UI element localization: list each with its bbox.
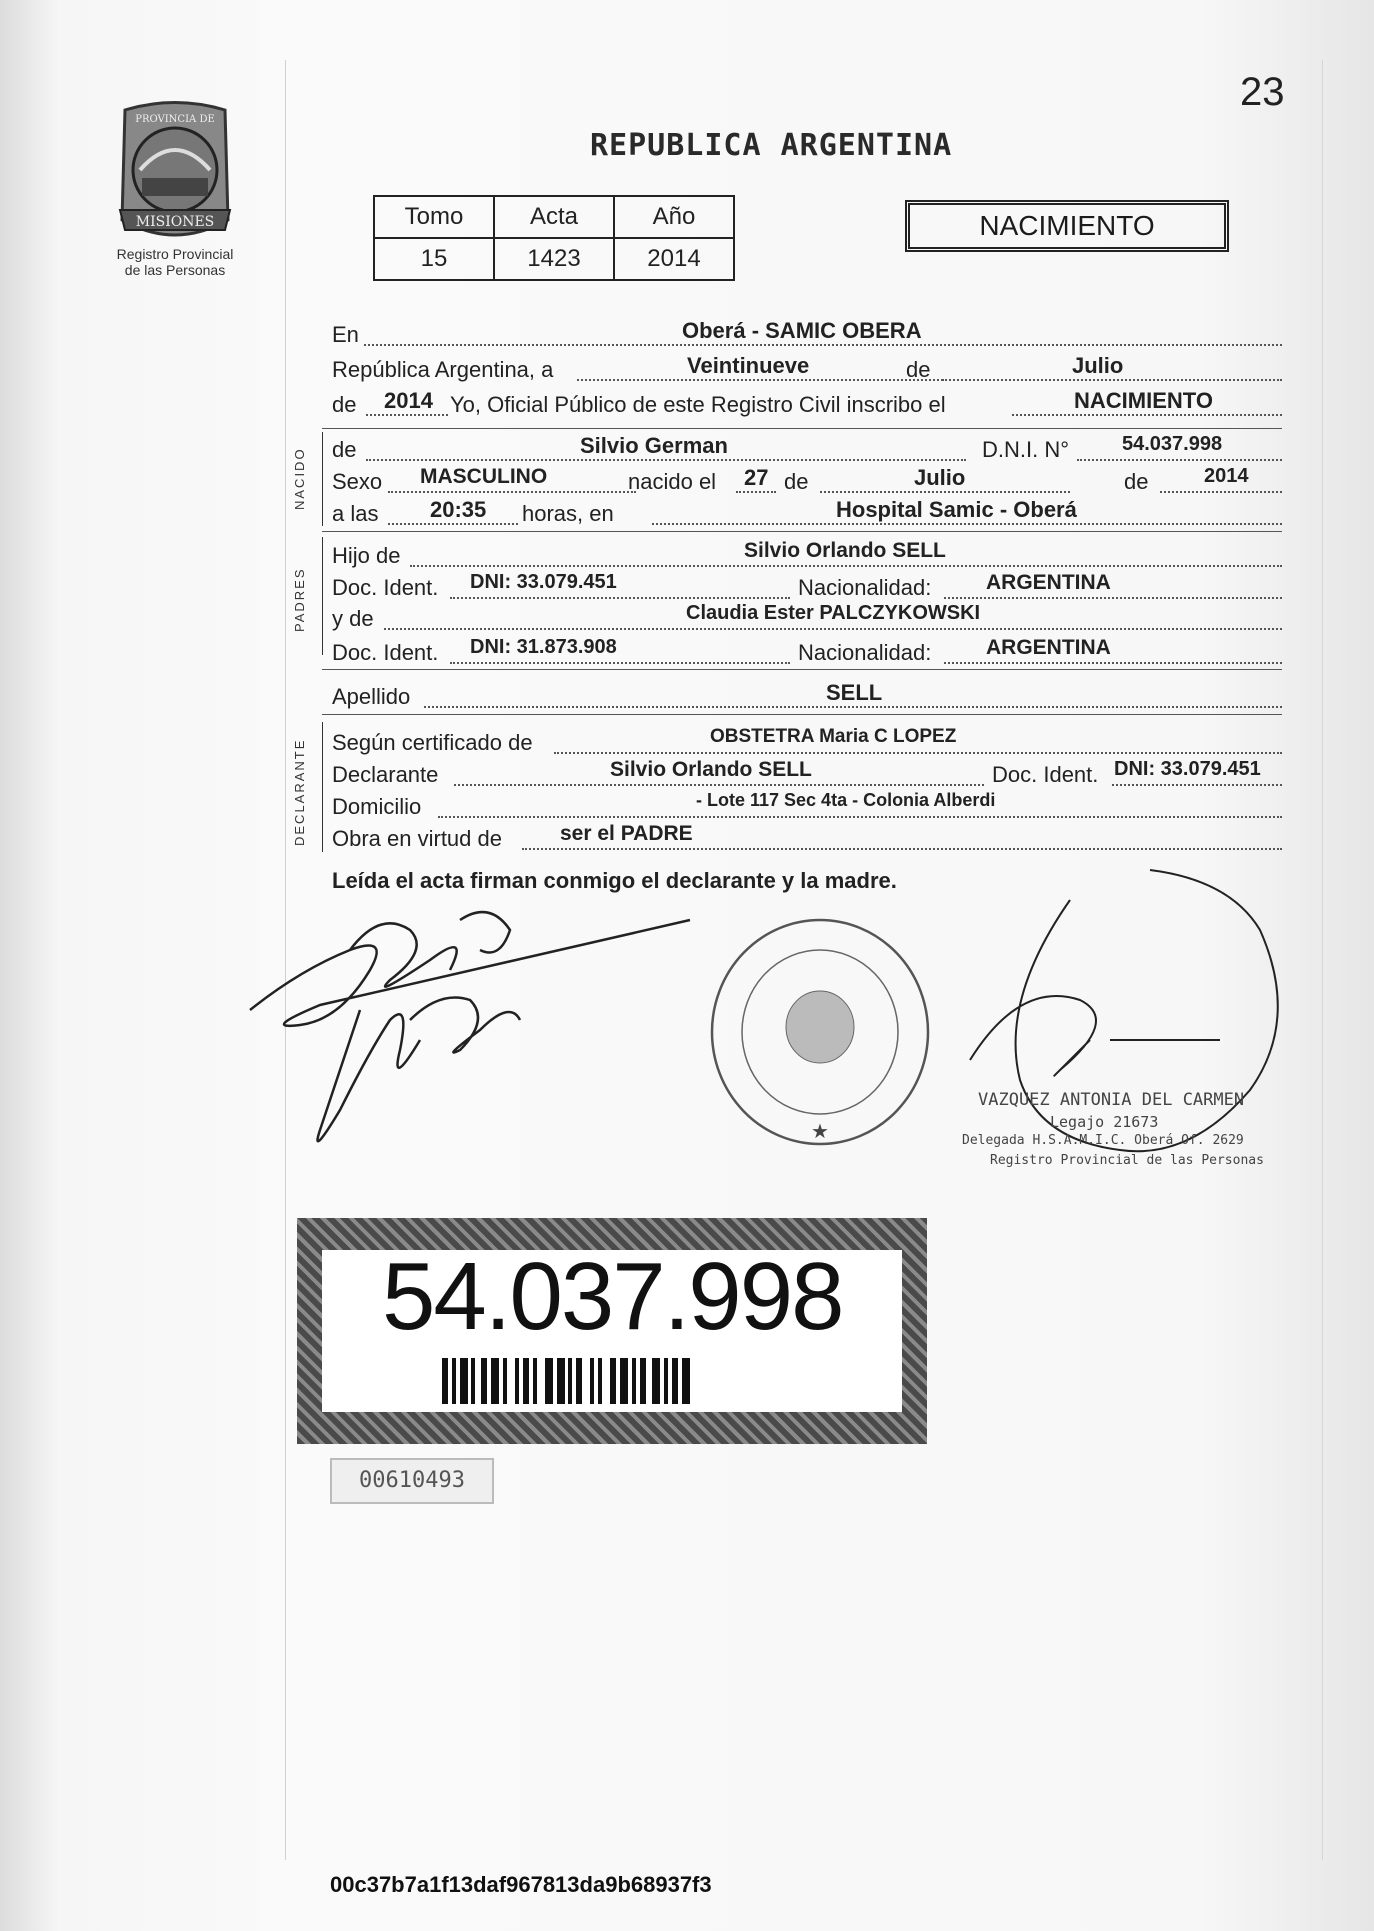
- row-hijo: [332, 539, 1282, 573]
- declarante-bar: [322, 722, 323, 852]
- de2-label: de: [332, 392, 357, 417]
- divider: [322, 714, 1282, 715]
- obra-label: Obra en virtud de: [332, 826, 502, 851]
- right-margin-line: [1322, 60, 1323, 1860]
- republica-label: República Argentina, a: [332, 357, 554, 382]
- birth-year: 2014: [1204, 465, 1249, 487]
- yo-label: Yo, Oficial Público de este Registro Civil inscribo el: [450, 392, 946, 417]
- doc1-value: DNI: 33.079.451: [470, 571, 617, 593]
- sticker-label: [322, 1243, 902, 1412]
- security-sticker: [297, 1218, 927, 1444]
- birth-month: Julio: [914, 465, 966, 490]
- divider: [322, 669, 1282, 670]
- nacido-side-label: NACIDO: [292, 447, 307, 510]
- official-role: Delegada H.S.A.M.I.C. Oberá Of. 2629: [962, 1133, 1244, 1148]
- father-value: Silvio Orlando SELL: [744, 539, 946, 562]
- nac1-label: Nacionalidad:: [798, 575, 932, 600]
- svg-text:PROVINCIA DE: PROVINCIA DE: [135, 114, 215, 125]
- yde-label: y de: [332, 606, 374, 631]
- official-name: VAZQUEZ ANTONIA DEL CARMEN: [978, 1090, 1245, 1110]
- nac2-value: ARGENTINA: [986, 636, 1111, 659]
- svg-text:★: ★: [811, 1121, 829, 1143]
- record-type-box: NACIMIENTO: [905, 200, 1229, 252]
- month-value: Julio: [1072, 353, 1124, 378]
- row-doc2: [332, 636, 1282, 670]
- official-signature: [960, 860, 1320, 1180]
- segun-value: OBSTETRA Maria C LOPEZ: [710, 726, 957, 747]
- tomo-header: Tomo: [374, 196, 494, 238]
- row-doc1: [332, 571, 1282, 605]
- alas-label: a las: [332, 501, 379, 526]
- nac1-value: ARGENTINA: [986, 571, 1111, 594]
- row-nombre: [332, 433, 1282, 467]
- doc2-label: Doc. Ident.: [332, 640, 439, 665]
- misiones-seal-logo: [110, 100, 240, 250]
- signatures-declarante-madre: [240, 890, 760, 1170]
- segun-label: Según certificado de: [332, 730, 533, 755]
- row-apellido: [332, 680, 1282, 714]
- en-label: En: [332, 322, 359, 347]
- row-madre: [332, 602, 1282, 636]
- record-reference-table: [373, 195, 735, 281]
- padres-side-label: PADRES: [292, 567, 307, 632]
- acta-value: 1423: [494, 238, 614, 280]
- row-sexo: [332, 465, 1282, 499]
- declarante-label: Declarante: [332, 762, 439, 787]
- apellido-value: SELL: [826, 680, 883, 705]
- sexo-label: Sexo: [332, 469, 383, 494]
- dni-value: 54.037.998: [1122, 433, 1223, 455]
- obra-value: ser el PADRE: [560, 822, 693, 845]
- serial-number: 00610493: [330, 1458, 494, 1504]
- document-title: REPUBLICA ARGENTINA: [590, 128, 953, 163]
- tomo-value: 15: [374, 238, 494, 280]
- row-segun: [332, 726, 1282, 760]
- sticker-number: 54.037.998: [382, 1243, 843, 1350]
- official-legajo: Legajo 21673: [1050, 1113, 1159, 1131]
- divider: [322, 428, 1282, 429]
- de4-label: de: [784, 469, 809, 494]
- barcode: [442, 1358, 792, 1404]
- official-registry: Registro Provincial de las Personas: [990, 1153, 1264, 1168]
- de3-label: de: [332, 437, 357, 462]
- apellido-label: Apellido: [332, 684, 411, 709]
- nacido-label: nacido el: [628, 469, 717, 494]
- day-value: Veintinueve: [687, 353, 810, 378]
- declarante-side-label: DECLARANTE: [292, 738, 307, 846]
- declarante-value: Silvio Orlando SELL: [610, 758, 812, 781]
- padres-bar: [322, 537, 323, 655]
- row-inscribe: [332, 388, 1282, 422]
- doc2-value: DNI: 31.873.908: [470, 636, 617, 658]
- nacido-bar: [322, 432, 323, 526]
- page-number: 23: [1240, 70, 1285, 114]
- name-value: Silvio German: [580, 433, 728, 458]
- doc1-label: Doc. Ident.: [332, 575, 439, 600]
- domicilio-value: - Lote 117 Sec 4ta - Colonia Alberdi: [696, 790, 996, 810]
- row-hora: [332, 497, 1282, 531]
- anio-value: 2014: [614, 238, 734, 280]
- registry-stamp: [705, 912, 935, 1152]
- de5-label: de: [1124, 469, 1149, 494]
- acta-header: Acta: [494, 196, 614, 238]
- time-value: 20:35: [430, 497, 487, 522]
- nac2-label: Nacionalidad:: [798, 640, 932, 665]
- row-en: [332, 318, 1282, 352]
- domicilio-label: Domicilio: [332, 794, 422, 819]
- de-label: de: [906, 357, 931, 382]
- row-fecha: [332, 353, 1282, 387]
- doc3-value: DNI: 33.079.451: [1114, 758, 1261, 780]
- en-value: Oberá - SAMIC OBERA: [682, 318, 922, 343]
- dni-label: D.N.I. N°: [982, 437, 1070, 462]
- svg-text:MISIONES: MISIONES: [135, 214, 215, 230]
- row-domicilio: [332, 790, 1282, 824]
- place-value: Hospital Samic - Oberá: [836, 497, 1077, 522]
- document-hash: 00c37b7a1f13daf967813da9b68937f3: [330, 1872, 712, 1897]
- logo-caption: Registro Provincial de las Personas: [116, 246, 234, 278]
- row-declarante: [332, 758, 1282, 792]
- horas-label: horas, en: [522, 501, 614, 526]
- row-obra: [332, 822, 1282, 856]
- closing-statement: Leída el acta firman conmigo el declarante y la madre.: [332, 868, 897, 893]
- inscribe-value: NACIMIENTO: [1074, 388, 1213, 413]
- hijo-label: Hijo de: [332, 543, 401, 568]
- divider: [322, 531, 1282, 532]
- year-value: 2014: [384, 388, 433, 413]
- doc3-label: Doc. Ident.: [992, 762, 1099, 787]
- anio-header: Año: [614, 196, 734, 238]
- mother-value: Claudia Ester PALCZYKOWSKI: [686, 602, 981, 624]
- birth-day: 27: [744, 465, 769, 490]
- sexo-value: MASCULINO: [420, 465, 548, 488]
